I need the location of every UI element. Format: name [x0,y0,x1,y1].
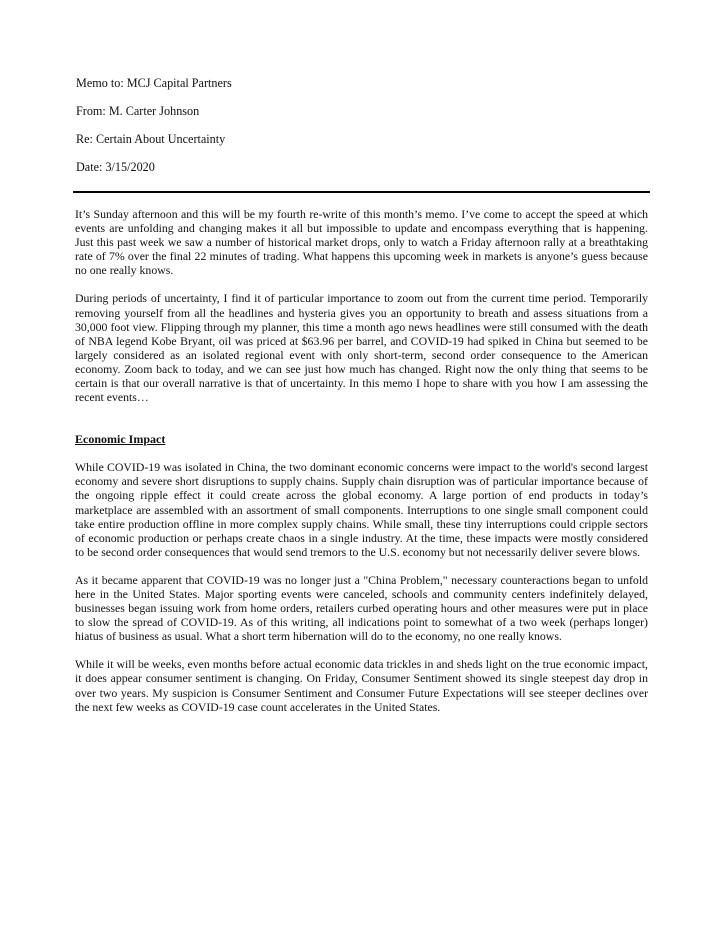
section-paragraph-3: While it will be weeks, even months before actual economic data trickles in and sheds light on the true economic impact, it does appear consumer sentiment is changing. On Friday, Consumer Sentiment showed its single steepest day drop in over two years. My suspicion is Consumer Sentiment and Consumer Future Expectations will see steeper declines over the next few weeks as COVID-19 case count accelerates in the United States. [75,657,648,714]
intro-paragraph-1: It’s Sunday afternoon and this will be my fourth re-write of this month’s memo. I’ve come to accept the speed at which events are unfolding and changing makes it all but impossible to update and encompass everything that is happening. Just this past week we saw a number of historical market drops, only to watch a Friday afternoon rally at a breathtaking rate of 7% over the final 22 minutes of trading. What happens this upcoming week in markets is anyone’s guess because no one really knows. [75,207,648,278]
memo-header [76,76,650,188]
intro-paragraph-2: During periods of uncertainty, I find it of particular importance to zoom out from the current time period. Temporarily removing yourself from all the headlines and hysteria gives you an opportunity to breath and assess situations from a 30,000 foot view. Flipping through my planner, this time a month ago news headlines were still consumed with the death of NBA legend Kobe Bryant, oil was priced at $63.96 per barrel, and COVID-19 had spiked in China but seemed to be largely considered as an isolated regional event with only short-term, second order consequence to the American economy. Zoom back to today, and we can see just how much has changed. Right now the only thing that seems to be certain is that our overall narrative is that of uncertainty. In this memo I hope to share with you how I am assessing the recent events… [75,291,648,405]
section-heading-economic-impact: Economic Impact [75,432,166,447]
section-paragraph-1: While COVID-19 was isolated in China, the two dominant economic concerns were impact to the world's second largest economy and severe short disruptions to supply chains. Supply chain disruption was of particular importance because of the ongoing ripple effect it could create across the global economy. A large portion of end products in today’s marketplace are assembled with an assortment of small components. Interruptions to one single small component could take entire production offline in more complex supply chains. While small, these tiny interruptions could cripple sectors of economic production or perhaps create chaos in a single industry. At the time, these impacts were mostly considered to be second order consequences that would send tremors to the U.S. economy but not necessarily deliver severe blows. [75,460,648,559]
section-paragraph-2: As it became apparent that COVID-19 was no longer just a "China Problem," necessary counteractions began to unfold here in the United States. Major sporting events were canceled, schools and community centers indefinitely delayed, businesses began issuing work from home orders, retailers curbed operating hours and other measures were put in place to slow the spread of COVID-19. As of this writing, all indications point to somewhat of a two week (perhaps longer) hiatus of business as usual. What a short term hibernation will do to the economy, no one really knows. [75,572,648,644]
memo-subject: Re: Certain About Uncertainty [76,132,226,146]
memo-to: Memo to: MCJ Capital Partners [76,76,232,90]
memo-date: Date: 3/15/2020 [76,160,155,174]
memo-from: From: M. Carter Johnson [76,104,200,118]
memo-body [75,207,648,714]
header-divider [73,191,650,193]
